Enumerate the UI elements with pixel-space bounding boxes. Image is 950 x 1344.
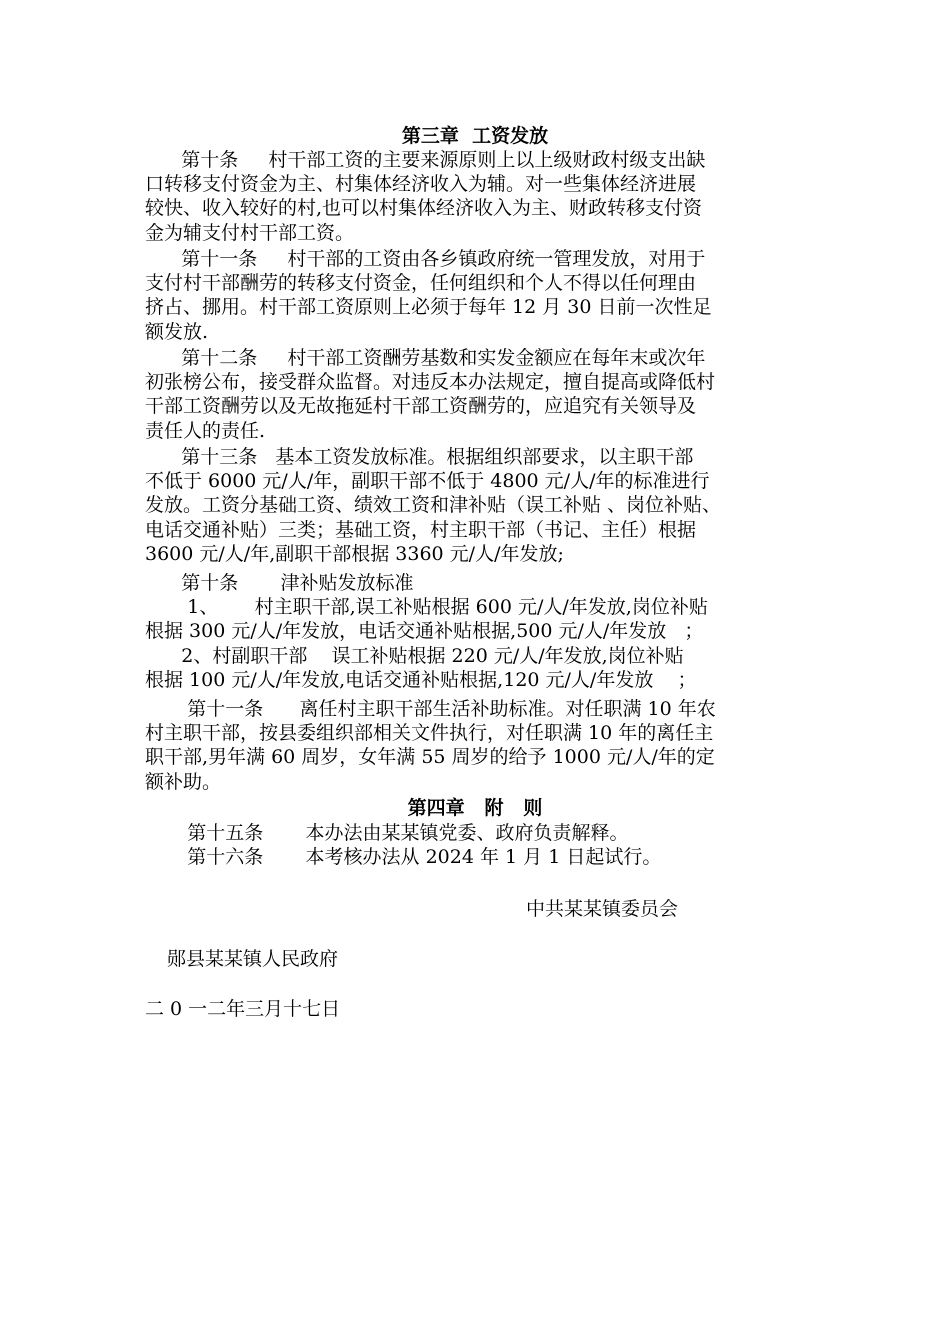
text-line: 额补助。 (145, 770, 222, 793)
article-11-paragraph (145, 247, 815, 344)
text-line: 挤占、挪用。村干部工资原则上必须于每年 12 月 30 日前一次性足 (145, 296, 712, 319)
text-line: 电话交通补贴）三类；基础工资，村主职干部（书记、主任）根据 (145, 518, 697, 541)
retired-cadre-subsidy-paragraph (145, 697, 815, 794)
text-line: 第十二条 村干部工资酬劳基数和实发金额应在每年末或次年 (145, 347, 706, 369)
text-line: 初张榜公布，接受群众监督。对违反本办法规定，擅自提高或降低村 (145, 371, 716, 394)
text-line: 第十五条 本办法由某某镇党委、政府负责解释。 (145, 822, 629, 844)
text-line: 发放。工资分基础工资、绩效工资和津补贴（误工补贴 、岗位补贴、 (145, 494, 722, 517)
article-13-paragraph (145, 445, 815, 566)
text-line: 根据 100 元/人/年发放,电话交通补贴根据,120 元/人/年发放 ； (145, 668, 697, 691)
text-line: 第十六条 本考核办法从 2024 年 1 月 1 日起试行。 (145, 846, 662, 869)
text-line: 职干部,男年满 60 周岁，女年满 55 周岁的给予 1000 元/人/年的定 (145, 746, 715, 769)
document-date: 二 0 一二年三月十七日 (145, 998, 341, 1020)
chapter-3-title: 第三章 工资发放 (401, 125, 549, 147)
text-line: 第十条 村干部工资的主要来源原则上以上级财政村级支出缺 (145, 149, 706, 171)
text-line: 村主职干部，按县委组织部相关文件执行，对任职满 10 年的离任主 (145, 722, 714, 745)
text-line: 支付村干部酬劳的转移支付资金，任何组织和个人不得以任何理由 (145, 272, 697, 295)
signature-town-government: 郧县某某镇人民政府 (167, 948, 339, 970)
chapter-4-title: 第四章 附 则 (407, 797, 543, 819)
text-line: 2、村副职干部 误工补贴根据 220 元/人/年发放,岗位补贴 (145, 644, 684, 667)
text-line: 不低于 6000 元/人/年，副职干部不低于 4800 元/人/年的标准进行 (145, 470, 710, 493)
text-line: 3600 元/人/年,副职干部根据 3360 元/人/年发放; (145, 542, 564, 565)
text-line: 金为辅支付村干部工资。 (145, 221, 355, 244)
text-line: 第十一条 离任村主职干部生活补助标准。对任职满 10 年农 (145, 698, 716, 720)
text-line: 第十条 津补贴发放标准 (145, 572, 414, 594)
text-line: 干部工资酬劳以及无故拖延村干部工资酬劳的，应追究有关领导及 (145, 395, 697, 418)
allowance-standard-paragraph (145, 571, 815, 692)
text-line: 较快、收入较好的村,也可以村集体经济收入为主、财政转移支付资 (145, 197, 703, 220)
text-line: 第十一条 村干部的工资由各乡镇政府统一管理发放，对用于 (145, 248, 706, 270)
text-line: 口转移支付资金为主、村集体经济收入为辅。对一些集体经济进展 (145, 173, 697, 196)
text-line: 根据 300 元/人/年发放，电话交通补贴根据,500 元/人/年发放 ； (145, 620, 704, 643)
article-12-paragraph (145, 346, 815, 443)
text-line: 1、 村主职干部,误工补贴根据 600 元/人/年发放,岗位补贴 (145, 596, 708, 619)
text-line: 责任人的责任. (145, 419, 266, 442)
article-10-paragraph (145, 148, 815, 245)
signature-party-committee: 中共某某镇委员会 (526, 898, 679, 920)
text-line: 额发放. (145, 320, 209, 343)
article-15-16-paragraph (145, 821, 815, 869)
text-line: 第十三条 基本工资发放标准。根据组织部要求，以主职干部 (145, 446, 694, 468)
